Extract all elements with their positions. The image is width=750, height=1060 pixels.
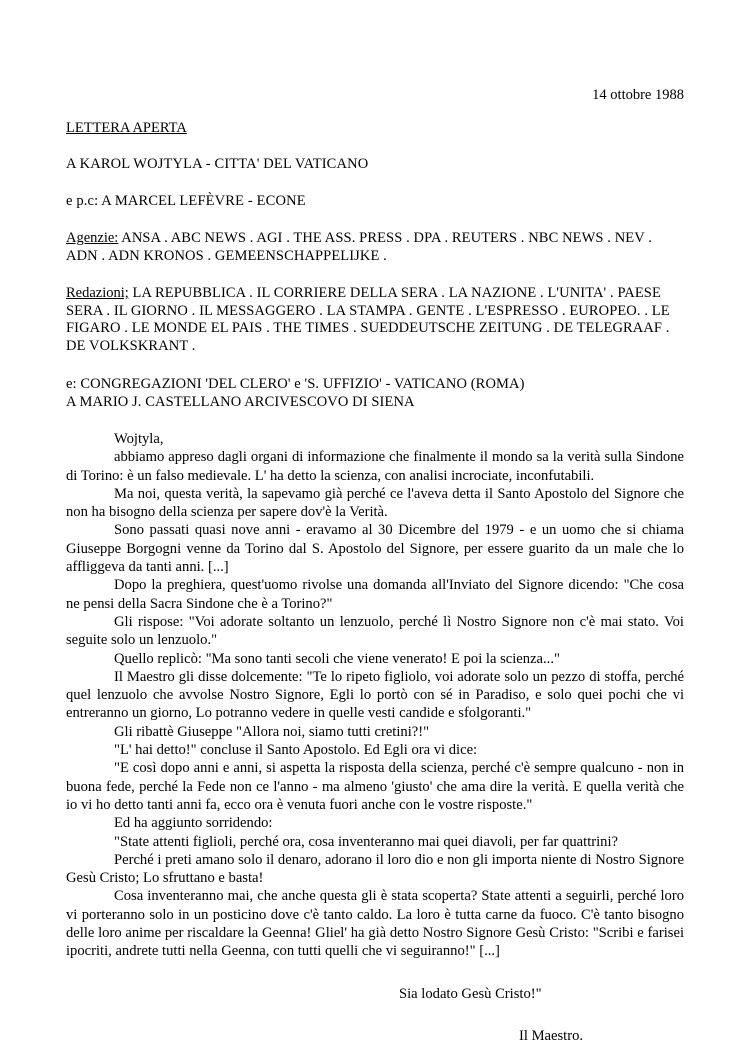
congregations-block	[66, 376, 684, 411]
archbishop-line: A MARIO J. CASTELLANO ARCIVESCOVO DI SIENA	[66, 393, 415, 410]
closing-praise: Sia lodato Gesù Cristo!"	[399, 985, 542, 1002]
body-paragraph: Perché i preti amano solo il denaro, adorano il loro dio e non gli importa niente di Nostro Signore Gesù Cristo; Lo sfruttano e basta!	[66, 851, 684, 887]
document-title-row	[66, 103, 684, 137]
agencies-block	[66, 230, 684, 265]
salutation: Wojtyla,	[114, 431, 164, 447]
body-paragraph: Il Maestro gli disse dolcemente: "Te lo ripeto figliolo, voi adorate solo un pezzo di stoffa, perché quel lenzuolo che avvolse Nostro Signore, Egli lo portò con sé in Paradiso, e solo quei pochi che vi entreranno un giorno, Lo potranno vedere in quelle vesti candide e sfolgoranti."	[66, 668, 684, 722]
letter-body	[66, 430, 684, 961]
body-paragraph: Ed ha aggiunto sorridendo:	[114, 815, 273, 832]
document-content	[66, 0, 684, 1045]
addressee-cc: e p.c: A MARCEL LEFÈVRE - ECONE	[66, 193, 306, 209]
congregations-line: e: CONGREGAZIONI 'DEL CLERO' e 'S. UFFIZIO' - VATICANO (ROMA)	[66, 376, 525, 392]
signature: Il Maestro.	[519, 1027, 584, 1044]
body-paragraph: Dopo la preghiera, quest'uomo rivolse una domanda all'Inviato del Signore dicendo: "Che cosa ne pensi della Sacra Sindone che è a Torino?"	[66, 577, 684, 612]
body-paragraph: Sono passati quasi nove anni - eravamo al 30 Dicembre del 1979 - e un uomo che si chiama Giuseppe Borgogni venne da Torino dal S. Apostolo del Signore, per essere guarito da un male che lo affliggeva da tanti anni. [...]	[66, 522, 684, 576]
body-paragraph: Gli ribattè Giuseppe "Allora noi, siamo tutti cretini?!"	[114, 723, 430, 740]
agencies-entries: ANSA . ABC NEWS . AGI . THE ASS. PRESS . DPA . REUTERS . NBC NEWS . NEV . ADN . ADN KRONOS . GEMEENSCHAPPELIJKE .	[66, 230, 653, 264]
newsrooms-label: Redazioni;	[66, 285, 129, 301]
body-paragraph: "L' hai detto!" concluse il Santo Apostolo. Ed Egli ora vi dice:	[114, 742, 478, 759]
body-paragraph: Quello replicò: "Ma sono tanti secoli che viene venerato! E poi la scienza..."	[114, 650, 560, 667]
body-paragraph: "E così dopo anni e anni, si aspetta la risposta della scienza, perché c'è sempre qualcuno - non in buona fede, perché la Fede non ce l'anno - ma almeno 'giusto' che ama dire la verità. E quella verità che io vi ho detto tanti anni fa, ecco ora è venuta fuori anche con le vostre risposte."	[66, 760, 684, 813]
body-paragraph: Cosa inventeranno mai, che anche questa gli è stata scoperta? State attenti a seguirli, perché loro vi porteranno solo in un posticino dove c'è tanto caldo. La loro è tutta carne da fuoco. C'è tanto bisogno delle loro anime per riscaldare la Geenna! Gliel' ha già detto Nostro Signore Gesù Cristo: "Scribi e farisei ipocriti, andrete tutti nella Geenna, con tutti quelli che vi seguiranno!" [...]	[66, 888, 684, 960]
newsrooms-entries: LA REPUBBLICA . IL CORRIERE DELLA SERA . LA NAZIONE . L'UNITA' . PAESE SERA . IL GIORNO . IL MESSAGGERO . LA STAMPA . GENTE . L'ESPRESSO . EUROPEO. . LE FIGARO . LE MONDE EL PAIS . THE TIMES . SUEDDEUTSCHE ZEITUNG . DE TELEGRAAF . DE VOLKSKRANT .	[66, 285, 670, 354]
page-title: LETTERA APERTA	[66, 120, 187, 136]
body-paragraph: Gli rispose: "Voi adorate soltanto un lenzuolo, perché lì Nostro Signore non c'è mai stato. Voi seguite solo un lenzuolo."	[66, 613, 684, 649]
addressee-primary: A KAROL WOJTYLA - CITTA' DEL VATICANO	[66, 156, 369, 172]
body-paragraph: abbiamo appreso dagli organi di informazione che finalmente il mondo sa la verità sulla Sindone di Torino: è un falso medievale. L' ha detto la scienza, con analisi incrociate, inconfutabili.	[66, 449, 684, 484]
document-date: 14 ottobre 1988	[592, 87, 684, 103]
body-paragraph: "State attenti figlioli, perché ora, cosa inventeranno mai quei diavoli, per far quattrini?	[114, 833, 618, 850]
letter-closing	[66, 985, 684, 1046]
newsrooms-block	[66, 285, 684, 355]
agencies-label: Agenzie:	[66, 230, 119, 246]
body-paragraph: Ma noi, questa verità, la sapevamo già perché ce l'aveva detta il Santo Apostolo del Signore che non ha bisogno della scienza per sapere dov'è la Verità.	[66, 485, 684, 521]
